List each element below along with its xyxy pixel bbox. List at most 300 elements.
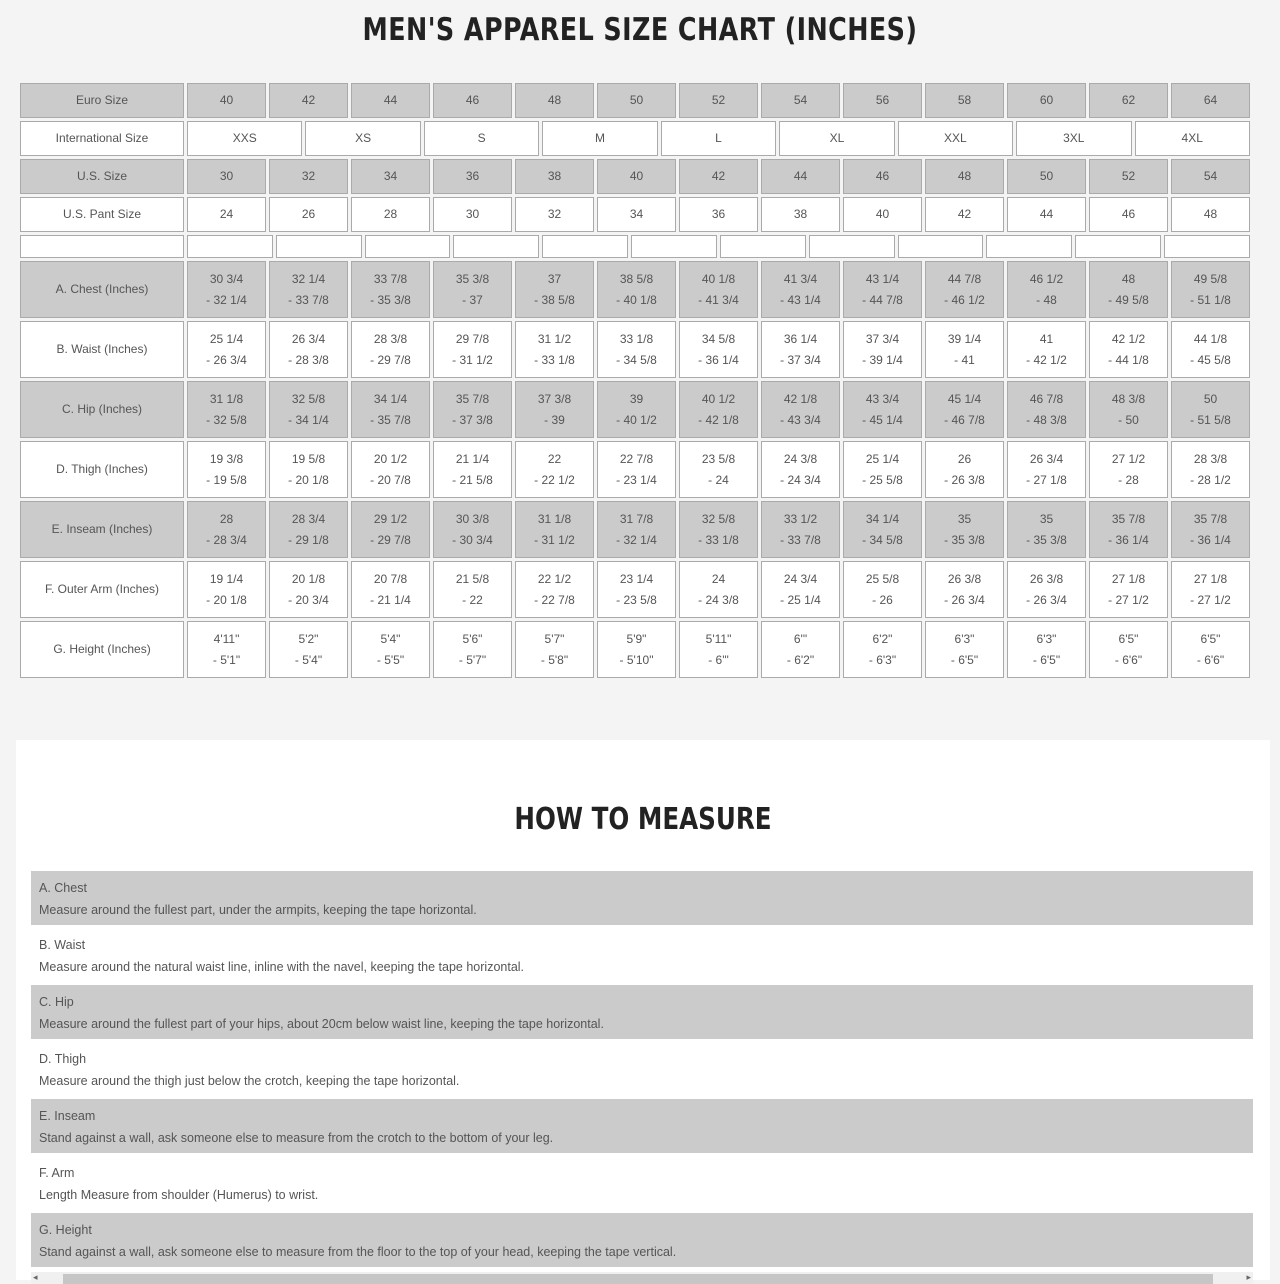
range-max: - 44 7/8	[862, 292, 903, 307]
blank-cell	[1075, 235, 1161, 258]
range-max: - 6'6"	[1196, 652, 1225, 667]
page-title: MEN'S APPAREL SIZE CHART (INCHES)	[362, 12, 918, 48]
range-cell	[925, 441, 1004, 498]
range-cell	[351, 321, 430, 378]
size-cell: 52	[1089, 159, 1168, 194]
row-label: A. Chest (Inches)	[20, 261, 184, 318]
range-max: - 23 1/4	[616, 472, 657, 487]
international-size-group	[187, 121, 1250, 156]
range-min: 46 7/8	[1029, 391, 1064, 406]
scroll-right-arrow-icon[interactable]: ▸	[1246, 1272, 1251, 1282]
range-max: - 44 1/8	[1108, 352, 1149, 367]
size-cell: 44	[1007, 197, 1086, 232]
blank-label	[20, 235, 184, 258]
measure-item-name: C. Hip	[39, 995, 74, 1009]
range-min: 28 3/8	[373, 331, 408, 346]
range-min: 25 1/4	[865, 451, 900, 466]
range-max: - 5'8"	[540, 652, 569, 667]
range-max: - 29 7/8	[370, 352, 411, 367]
horizontal-scrollbar[interactable]	[31, 1272, 1253, 1284]
range-min: 21 1/4	[455, 451, 490, 466]
international-size-cell: L	[661, 121, 776, 156]
range-cell	[187, 381, 266, 438]
range-cell	[843, 501, 922, 558]
range-max: - 34 5/8	[862, 532, 903, 547]
range-max: - 37 3/8	[452, 412, 493, 427]
range-max: - 6'5"	[1032, 652, 1061, 667]
range-min: 40 1/2	[701, 391, 736, 406]
size-cell: 24	[187, 197, 266, 232]
range-max: - 37 3/4	[780, 352, 821, 367]
range-cell	[515, 561, 594, 618]
range-min: 28 3/8	[1193, 451, 1228, 466]
range-cell	[597, 561, 676, 618]
how-to-measure-section	[16, 740, 1270, 1280]
range-max: - 22 7/8	[534, 592, 575, 607]
range-cell	[761, 261, 840, 318]
international-size-cell: S	[424, 121, 539, 156]
size-cell: 54	[761, 83, 840, 118]
range-cell	[679, 621, 758, 678]
size-row-us_pant	[20, 197, 1250, 232]
size-row-waist	[20, 321, 1250, 378]
row-label: U.S. Size	[20, 159, 184, 194]
international-size-cell: XXS	[187, 121, 302, 156]
range-cell	[925, 501, 1004, 558]
range-cell	[1007, 501, 1086, 558]
range-min: 35 7/8	[1193, 511, 1228, 526]
range-cell	[351, 441, 430, 498]
range-max: - 31 1/2	[534, 532, 575, 547]
range-max: - 33 7/8	[780, 532, 821, 547]
range-max: - 6'3"	[868, 652, 897, 667]
size-cell: 56	[843, 83, 922, 118]
range-max: - 46 7/8	[944, 412, 985, 427]
measure-item-text: Measure around the fullest part of your hips, about 20cm below waist line, keeping the tape horizontal.	[39, 1017, 604, 1031]
range-cell	[433, 321, 512, 378]
range-max: - 51 5/8	[1190, 412, 1231, 427]
range-max: - 6'6"	[1114, 652, 1143, 667]
size-cell: 42	[269, 83, 348, 118]
range-min: 22 7/8	[619, 451, 654, 466]
measure-item-text: Stand against a wall, ask someone else to measure from the floor to the top of your head, keeping the tape vertical.	[39, 1245, 677, 1259]
measure-item-name: A. Chest	[39, 881, 87, 895]
range-max: - 43 1/4	[780, 292, 821, 307]
range-min: 4'11"	[213, 631, 240, 646]
range-max: - 26	[872, 592, 893, 607]
range-max: - 27 1/2	[1108, 592, 1149, 607]
range-cell	[1007, 261, 1086, 318]
row-label: G. Height (Inches)	[20, 621, 184, 678]
range-cell	[269, 381, 348, 438]
range-max: - 23 5/8	[616, 592, 657, 607]
size-cell: 30	[187, 159, 266, 194]
size-row-thigh	[20, 441, 1250, 498]
range-cell	[433, 621, 512, 678]
size-cell: 46	[1089, 197, 1168, 232]
size-row-chest	[20, 261, 1250, 318]
range-max: - 33 7/8	[288, 292, 329, 307]
range-max: - 5'5"	[376, 652, 405, 667]
size-cell: 44	[351, 83, 430, 118]
range-min: 33 7/8	[373, 271, 408, 286]
range-cell	[1171, 441, 1250, 498]
range-max: - 26 3/4	[206, 352, 247, 367]
range-cell	[1171, 501, 1250, 558]
range-cell	[433, 441, 512, 498]
range-min: 21 5/8	[455, 571, 490, 586]
international-size-cell: XL	[779, 121, 894, 156]
range-cell	[1089, 501, 1168, 558]
range-cell	[843, 261, 922, 318]
range-cell	[269, 321, 348, 378]
range-min: 6'"	[793, 631, 808, 646]
range-min: 34 1/4	[865, 511, 900, 526]
range-max: - 19 5/8	[206, 472, 247, 487]
size-row-us	[20, 159, 1250, 194]
range-max: - 50	[1118, 412, 1139, 427]
range-max: - 41 3/4	[698, 292, 739, 307]
range-max: - 45 1/4	[862, 412, 903, 427]
scroll-thumb[interactable]	[63, 1274, 1213, 1284]
range-cell	[1171, 561, 1250, 618]
blank-group	[187, 235, 1250, 258]
size-cell: 32	[269, 159, 348, 194]
measure-item-name: F. Arm	[39, 1166, 75, 1180]
size-row-height	[20, 621, 1250, 678]
range-min: 50	[1203, 391, 1218, 406]
range-cell	[1007, 441, 1086, 498]
range-min: 37 3/4	[865, 331, 900, 346]
size-cell: 48	[1171, 197, 1250, 232]
range-min: 20 7/8	[373, 571, 408, 586]
range-min: 25 1/4	[209, 331, 244, 346]
range-max: - 34 5/8	[616, 352, 657, 367]
range-cell	[515, 321, 594, 378]
range-max: - 20 1/8	[206, 592, 247, 607]
range-min: 31 1/8	[537, 511, 572, 526]
size-cell: 40	[597, 159, 676, 194]
range-min: 33 1/8	[619, 331, 654, 346]
range-cell	[351, 621, 430, 678]
blank-cell	[1164, 235, 1250, 258]
international-size-cell: 3XL	[1016, 121, 1131, 156]
size-cell: 40	[843, 197, 922, 232]
blank-cell	[365, 235, 451, 258]
range-max: - 48	[1036, 292, 1057, 307]
range-min: 39 1/4	[947, 331, 982, 346]
range-cell	[269, 261, 348, 318]
range-cell	[597, 321, 676, 378]
measure-list	[31, 871, 1253, 1270]
range-max: - 22	[462, 592, 483, 607]
range-cell	[1007, 621, 1086, 678]
range-min: 45 1/4	[947, 391, 982, 406]
range-cell	[1089, 321, 1168, 378]
range-cell	[269, 501, 348, 558]
size-row-international	[20, 121, 1250, 156]
size-cell: 50	[1007, 159, 1086, 194]
range-max: - 24 3/4	[780, 472, 821, 487]
range-min: 42 1/2	[1111, 331, 1146, 346]
range-max: - 25 5/8	[862, 472, 903, 487]
range-max: - 32 5/8	[206, 412, 247, 427]
size-cell: 50	[597, 83, 676, 118]
measure-item-text: Measure around the fullest part, under the armpits, keeping the tape horizontal.	[39, 903, 477, 917]
range-min: 44 1/8	[1193, 331, 1228, 346]
blank-cell	[720, 235, 806, 258]
range-max: - 37	[462, 292, 483, 307]
range-cell	[597, 501, 676, 558]
range-max: - 35 3/8	[370, 292, 411, 307]
range-cell	[433, 561, 512, 618]
range-max: - 5'4"	[294, 652, 323, 667]
blank-cell	[542, 235, 628, 258]
range-max: - 30 3/4	[452, 532, 493, 547]
range-min: 35	[957, 511, 972, 526]
range-max: - 28 1/2	[1190, 472, 1231, 487]
range-max: - 48 3/8	[1026, 412, 1067, 427]
range-cell	[187, 261, 266, 318]
range-cell	[351, 261, 430, 318]
range-max: - 32 1/4	[616, 532, 657, 547]
range-min: 40 1/8	[701, 271, 736, 286]
range-max: - 49 5/8	[1108, 292, 1149, 307]
range-cell	[597, 261, 676, 318]
size-cell: 48	[515, 83, 594, 118]
range-min: 5'2"	[298, 631, 319, 646]
measure-item	[31, 871, 1253, 925]
range-max: - 27 1/2	[1190, 592, 1231, 607]
size-cell: 42	[925, 197, 1004, 232]
size-row-hip	[20, 381, 1250, 438]
range-min: 43 1/4	[865, 271, 900, 286]
range-cell	[433, 501, 512, 558]
size-cell: 40	[187, 83, 266, 118]
range-max: - 21 1/4	[370, 592, 411, 607]
range-max: - 34 1/4	[288, 412, 329, 427]
range-min: 27 1/8	[1193, 571, 1228, 586]
range-cell	[187, 561, 266, 618]
range-cell	[761, 621, 840, 678]
international-size-cell: XS	[305, 121, 420, 156]
range-max: - 20 7/8	[370, 472, 411, 487]
range-min: 42 1/8	[783, 391, 818, 406]
range-min: 31 1/8	[209, 391, 244, 406]
range-min: 34 1/4	[373, 391, 408, 406]
size-cell: 36	[433, 159, 512, 194]
size-cell: 28	[351, 197, 430, 232]
range-min: 26	[957, 451, 972, 466]
range-min: 22	[547, 451, 562, 466]
range-min: 23 5/8	[701, 451, 736, 466]
range-cell	[925, 261, 1004, 318]
range-cell	[351, 561, 430, 618]
row-label: U.S. Pant Size	[20, 197, 184, 232]
range-cell	[843, 321, 922, 378]
range-min: 6'3"	[1036, 631, 1057, 646]
range-min: 24 3/4	[783, 571, 818, 586]
range-min: 29 1/2	[373, 511, 408, 526]
range-min: 27 1/8	[1111, 571, 1146, 586]
range-max: - 22 1/2	[534, 472, 575, 487]
range-min: 26 3/8	[1029, 571, 1064, 586]
measure-item-text: Measure around the thigh just below the crotch, keeping the tape horizontal.	[39, 1074, 460, 1088]
size-chart-table	[17, 80, 1253, 681]
range-max: - 27 1/8	[1026, 472, 1067, 487]
range-cell	[597, 381, 676, 438]
range-cell	[1089, 261, 1168, 318]
range-min: 41	[1039, 331, 1054, 346]
range-max: - 6'5"	[950, 652, 979, 667]
range-cell	[761, 561, 840, 618]
measure-item-name: D. Thigh	[39, 1052, 87, 1066]
range-cell	[679, 561, 758, 618]
size-cell: 42	[679, 159, 758, 194]
international-size-cell: 4XL	[1135, 121, 1250, 156]
range-min: 48 3/8	[1111, 391, 1146, 406]
range-min: 22 1/2	[537, 571, 572, 586]
scroll-left-arrow-icon[interactable]: ◂	[33, 1272, 38, 1282]
range-max: - 40 1/2	[616, 412, 657, 427]
range-max: - 5'10"	[619, 652, 654, 667]
size-cell: 60	[1007, 83, 1086, 118]
range-max: - 26 3/8	[944, 472, 985, 487]
range-min: 19 5/8	[291, 451, 326, 466]
range-min: 28	[219, 511, 234, 526]
range-cell	[761, 381, 840, 438]
measure-item-name: G. Height	[39, 1223, 92, 1237]
measure-item-text: Measure around the natural waist line, inline with the navel, keeping the tape horizontal.	[39, 960, 525, 974]
range-min: 5'9"	[626, 631, 647, 646]
range-max: - 36 1/4	[698, 352, 739, 367]
range-min: 31 1/2	[537, 331, 572, 346]
range-max: - 42 1/2	[1026, 352, 1067, 367]
range-max: - 28 3/8	[288, 352, 329, 367]
range-cell	[1089, 621, 1168, 678]
range-min: 26 3/8	[947, 571, 982, 586]
size-cell: 38	[761, 197, 840, 232]
range-cell	[679, 441, 758, 498]
range-max: - 29 1/8	[288, 532, 329, 547]
range-cell	[597, 621, 676, 678]
size-cell: 58	[925, 83, 1004, 118]
measure-item	[31, 1213, 1253, 1267]
range-cell	[925, 561, 1004, 618]
range-cell	[269, 621, 348, 678]
range-max: - 36 1/4	[1190, 532, 1231, 547]
range-min: 48	[1121, 271, 1136, 286]
range-min: 33 1/2	[783, 511, 818, 526]
range-max: - 24	[708, 472, 729, 487]
range-cell	[1007, 381, 1086, 438]
blank-cell	[809, 235, 895, 258]
blank-cell	[187, 235, 273, 258]
range-cell	[679, 381, 758, 438]
range-min: 23 1/4	[619, 571, 654, 586]
range-max: - 33 1/8	[698, 532, 739, 547]
row-label: D. Thigh (Inches)	[20, 441, 184, 498]
size-cell: 44	[761, 159, 840, 194]
size-cell: 54	[1171, 159, 1250, 194]
range-cell	[187, 321, 266, 378]
range-min: 35 7/8	[1111, 511, 1146, 526]
size-cell: 34	[597, 197, 676, 232]
range-max: - 45 5/8	[1190, 352, 1231, 367]
size-row-blank	[20, 235, 1250, 258]
blank-cell	[898, 235, 984, 258]
size-cell: 26	[269, 197, 348, 232]
size-cell: 32	[515, 197, 594, 232]
size-cell: 64	[1171, 83, 1250, 118]
size-cell: 52	[679, 83, 758, 118]
range-cell	[761, 321, 840, 378]
measure-item-text: Length Measure from shoulder (Humerus) to wrist.	[39, 1188, 319, 1202]
range-min: 30 3/8	[455, 511, 490, 526]
range-max: - 39 1/4	[862, 352, 903, 367]
range-max: - 28 3/4	[206, 532, 247, 547]
range-max: - 40 1/8	[616, 292, 657, 307]
range-min: 24	[711, 571, 726, 586]
range-min: 27 1/2	[1111, 451, 1146, 466]
range-cell	[1171, 261, 1250, 318]
range-max: - 41	[954, 352, 975, 367]
range-cell	[433, 261, 512, 318]
size-row-inseam	[20, 501, 1250, 558]
range-cell	[843, 561, 922, 618]
range-max: - 35 3/8	[1026, 532, 1067, 547]
range-cell	[351, 381, 430, 438]
range-min: 35 3/8	[455, 271, 490, 286]
range-cell	[433, 381, 512, 438]
range-cell	[679, 321, 758, 378]
range-max: - 6'"	[708, 652, 729, 667]
range-min: 26 3/4	[1029, 451, 1064, 466]
range-max: - 26 3/4	[944, 592, 985, 607]
range-max: - 21 5/8	[452, 472, 493, 487]
range-min: 39	[629, 391, 644, 406]
range-min: 37	[547, 271, 562, 286]
range-cell	[925, 381, 1004, 438]
international-size-cell: M	[542, 121, 657, 156]
range-max: - 26 3/4	[1026, 592, 1067, 607]
range-min: 49 5/8	[1193, 271, 1228, 286]
range-max: - 33 1/8	[534, 352, 575, 367]
row-label: C. Hip (Inches)	[20, 381, 184, 438]
size-cell: 34	[351, 159, 430, 194]
range-min: 32 1/4	[291, 271, 326, 286]
range-cell	[761, 441, 840, 498]
range-cell	[187, 501, 266, 558]
range-min: 5'7"	[544, 631, 565, 646]
range-min: 35	[1039, 511, 1054, 526]
how-to-measure-title: HOW TO MEASURE	[514, 802, 772, 837]
size-cell: 46	[843, 159, 922, 194]
range-max: - 20 3/4	[288, 592, 329, 607]
range-min: 36 1/4	[783, 331, 818, 346]
range-min: 6'5"	[1118, 631, 1139, 646]
measure-item-name: B. Waist	[39, 938, 86, 952]
range-max: - 46 1/2	[944, 292, 985, 307]
range-min: 46 1/2	[1029, 271, 1064, 286]
blank-cell	[276, 235, 362, 258]
range-max: - 31 1/2	[452, 352, 493, 367]
range-min: 35 7/8	[455, 391, 490, 406]
range-cell	[269, 441, 348, 498]
range-cell	[269, 561, 348, 618]
range-cell	[1171, 321, 1250, 378]
range-max: - 39	[544, 412, 565, 427]
